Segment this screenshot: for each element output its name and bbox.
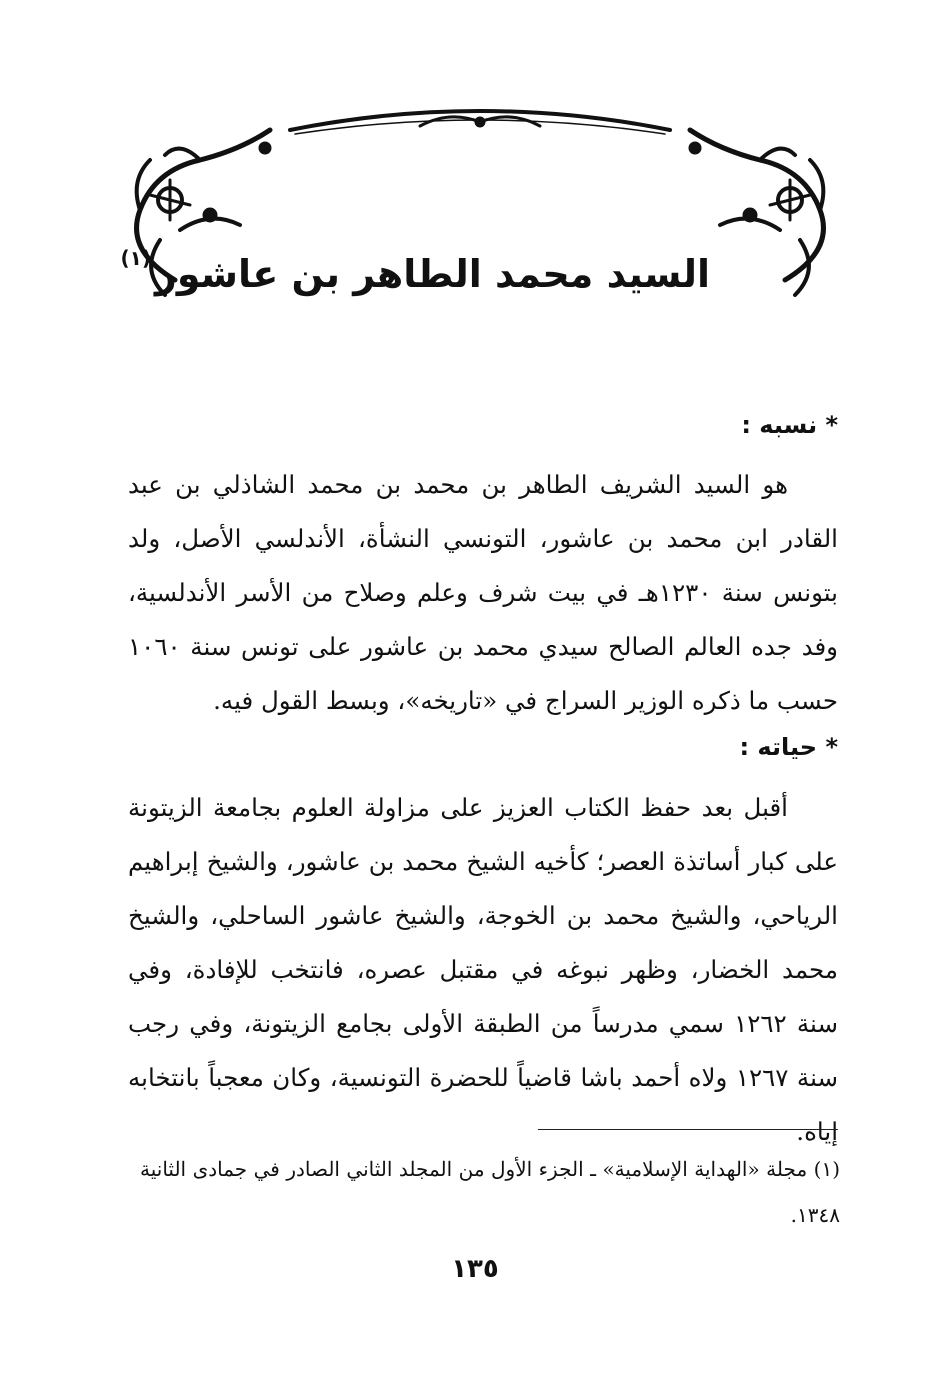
section-paragraph-life xyxy=(128,781,838,1159)
section-heading-lineage: * نسبه : xyxy=(741,411,838,439)
paragraph-text: هو السيد الشريف الطاهر بن محمد بن محمد الشاذلي بن عبد القادر ابن محمد بن عاشور، التونسي النشأة، الأندلسي الأصل، ولد بتونس سنة ١٢٣٠هـ في بيت شرف وعلم وصلاح من الأسر الأندلسية، وفد جده العالم الصالح سيدي محمد بن عاشور على تونس سنة ١٠٦٠ حسب ما ذكره الوزير السراج في «تاريخه»، وبسط القول فيه. xyxy=(128,470,838,715)
title-text: السيد محمد الطاهر بن عاشور xyxy=(154,252,710,296)
page-number: ١٣٥ xyxy=(451,1254,499,1284)
section-paragraph-lineage xyxy=(128,458,838,728)
section-heading-life: * حياته : xyxy=(739,733,838,761)
page-title xyxy=(120,228,710,304)
footnote xyxy=(140,1146,840,1238)
paragraph-text: أقبل بعد حفظ الكتاب العزيز على مزاولة العلوم بجامعة الزيتونة على كبار أساتذة العصر؛ كأخيه الشيخ محمد بن عاشور، والشيخ إبراهيم الرياحي، والشيخ محمد بن الخوجة، والشيخ عاشور الساحلي، والشيخ محمد الخضار، وظهر نبوغه في مقتبل عصره، فانتخب للإفادة، وفي سنة ١٢٦٢ سمي مدرساً من الطبقة الأولى بجامع الزيتونة، وفي رجب سنة ١٢٦٧ ولاه أحمد باشا قاضياً للحضرة التونسية، وكان معجباً بانتخابه إياه. xyxy=(128,793,838,1146)
title-footnote-marker: (١) xyxy=(120,246,151,270)
footnote-divider xyxy=(538,1129,838,1130)
footnote-text: مجلة «الهداية الإسلامية» ـ الجزء الأول من المجلد الثاني الصادر في جمادى الثانية ١٣٤٨. xyxy=(140,1157,840,1227)
footnote-marker: (١) xyxy=(813,1157,840,1181)
